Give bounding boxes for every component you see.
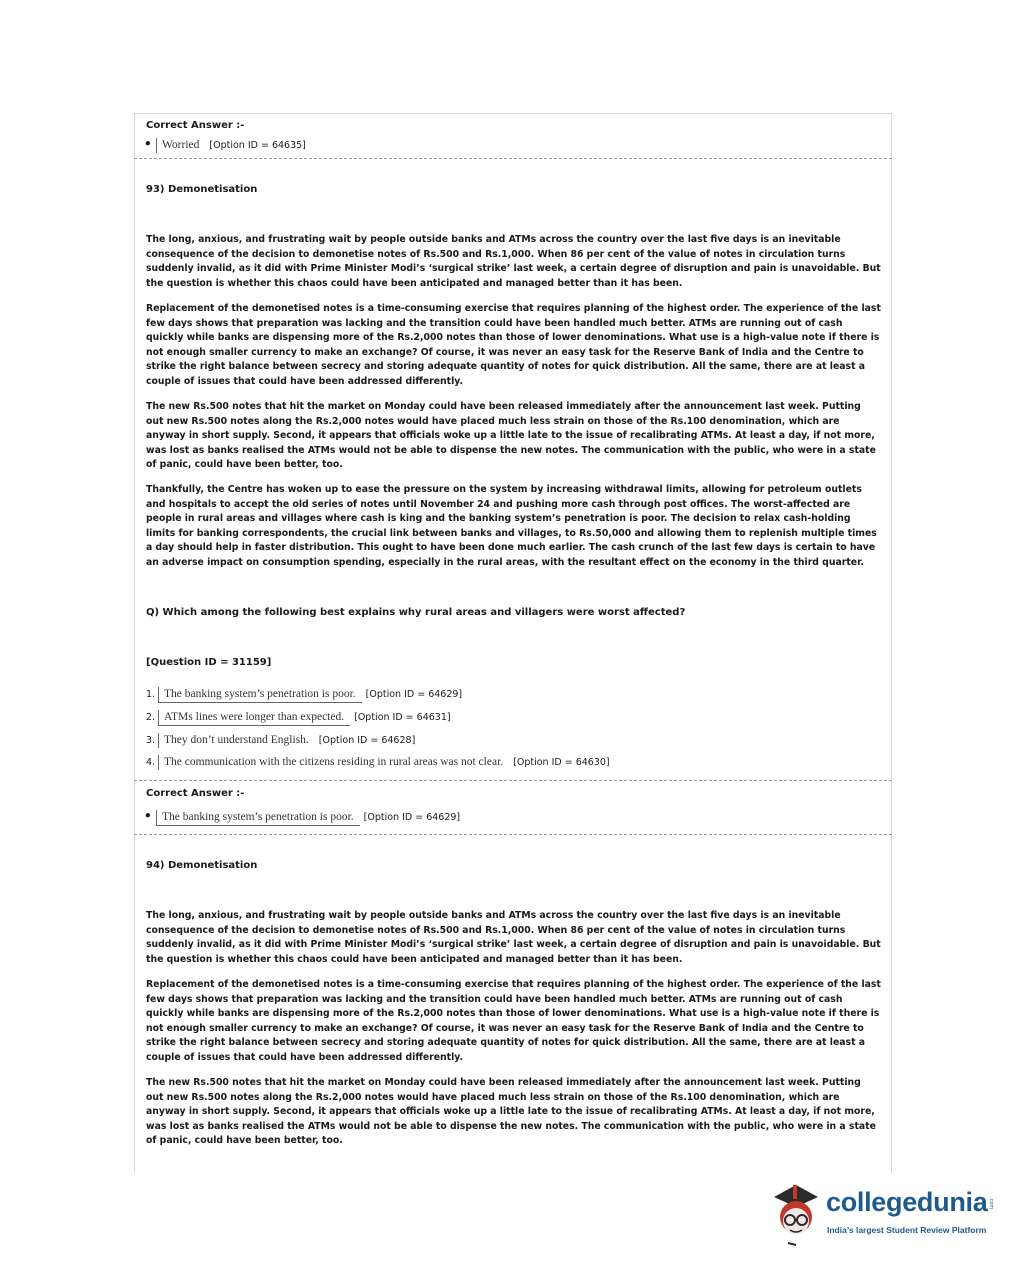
- passage-paragraph: The long, anxious, and frustrating wait by people outside banks and ATMs across the country over the last five days is an inevitable consequence of the decision to demonetise notes of Rs.500 and Rs.1,000. When 86 per cent of the value of notes in circulation turns suddenly invalid, as it did with Prime Minister Modi’s ‘surgical strike’ last week, a certain degree of disruption and pain is unavoidable. But the question is whether this chaos could have been anticipated and managed better than it has been.: [146, 910, 881, 965]
- correct-answer-row: [144, 133, 306, 153]
- bullet: •: [144, 809, 152, 823]
- option-text: ATMs lines were longer than expected.: [158, 710, 350, 726]
- option-text: They don’t understand English.: [158, 733, 315, 748]
- option-id: [Option ID = 64629]: [363, 812, 461, 823]
- option-id: [Option ID = 64630]: [513, 757, 610, 768]
- correct-answer-row: [144, 805, 460, 826]
- option-row: [146, 682, 462, 703]
- divider: [134, 834, 892, 835]
- answer-text: Worried: [156, 138, 205, 153]
- option-text: The banking system’s penetration is poor.: [158, 687, 362, 703]
- answer-text: The banking system’s penetration is poor.: [156, 810, 360, 826]
- question-id: [Question ID = 31159]: [146, 657, 272, 668]
- brand-suffix: .com: [988, 1197, 994, 1210]
- passage-paragraph: Replacement of the demonetised notes is a time-consuming exercise that requires planning of the highest order. The experience of the last few days shows that preparation was lacking and the transition could have been handled much better. ATMs are running out of cash quickly while banks are dispensing more of the Rs.2,000 notes than those of lower denominations. What use is a high-value note if there is not enough smaller currency to make an exchange? Of course, it was never an easy task for the Reserve Bank of India and the Centre to strike the right balance between secrecy and storing adequate quantity of notes for quick distribution. All the same, there are at least a couple of issues that could have been addressed differently.: [146, 303, 881, 387]
- divider: [134, 158, 892, 159]
- option-text: The communication with the citizens residing in rural areas was not clear.: [158, 755, 509, 770]
- option-row: [146, 705, 451, 726]
- option-number: 3.: [146, 735, 156, 746]
- passage-paragraph: The long, anxious, and frustrating wait by people outside banks and ATMs across the country over the last five days is an inevitable consequence of the decision to demonetise notes of Rs.500 and Rs.1,000. When 86 per cent of the value of notes in circulation turns suddenly invalid, as it did with Prime Minister Modi’s ‘surgical strike’ last week, a certain degree of disruption and pain is unavoidable. But the question is whether this chaos could have been anticipated and managed better than it has been.: [146, 234, 881, 289]
- option-id: [Option ID = 64628]: [318, 735, 416, 746]
- option-row: [146, 728, 415, 748]
- option-number: 4.: [146, 757, 156, 768]
- question-heading: 94) Demonetisation: [146, 860, 258, 871]
- passage-paragraph: Replacement of the demonetised notes is a time-consuming exercise that requires planning of the highest order. The experience of the last few days shows that preparation was lacking and the transition could have been handled much better. ATMs are running out of cash quickly while banks are dispensing more of the Rs.2,000 notes than those of lower denominations. What use is a high-value note if there is not enough smaller currency to make an exchange? Of course, it was never an easy task for the Reserve Bank of India and the Centre to strike the right balance between secrecy and storing adequate quantity of notes for quick distribution. All the same, there are at least a couple of issues that could have been addressed differently.: [146, 979, 881, 1063]
- question-text: Q) Which among the following best explains why rural areas and villagers were worst affected?: [146, 607, 686, 618]
- divider: [134, 780, 892, 781]
- correct-answer-label: Correct Answer :-: [146, 788, 245, 799]
- option-number: 1.: [146, 689, 156, 700]
- question-heading: 93) Demonetisation: [146, 184, 258, 195]
- bullet: •: [144, 137, 152, 151]
- passage-paragraph: The new Rs.500 notes that hit the market on Monday could have been released immediately after the announcement last week. Putting out new Rs.500 notes along the Rs.2,000 notes would have placed much less strain on those of the Rs.100 denomination, which are anyway in short supply. Second, it appears that officials woke up a little late to the issue of recalibrating ATMs. At least a day, if not more, was lost as banks realised the ATMs would not be able to dispense the new notes. The communication with the public, who were in a state of panic, could have been better, too.: [146, 401, 876, 471]
- brand-tagline: India’s largest Student Review Platform: [827, 1225, 987, 1235]
- mascot-icon: [766, 1183, 824, 1249]
- option-id: [Option ID = 64629]: [365, 689, 463, 700]
- option-number: 2.: [146, 712, 156, 723]
- collegedunia-logo: [766, 1183, 996, 1253]
- passage-paragraph: Thankfully, the Centre has woken up to ease the pressure on the system by increasing withdrawal limits, allowing for petroleum outlets and hospitals to accept the old series of notes until November 24 and pushing more cash through post offices. The worst-affected are people in rural areas and villages where cash is king and the banking system’s penetration is poor. The decision to relax cash-holding limits for banking correspondents, the crucial link between banks and villages, to Rs.50,000 and allowing them to replenish multiple times a day should help in faster distribution. This ought to have been done much earlier. The cash crunch of the last few days is certain to have an adverse impact on consumption spending, especially in the rural areas, with the resultant effect on the economy in the third quarter.: [146, 484, 877, 568]
- option-row: [146, 750, 610, 770]
- correct-answer-label: Correct Answer :-: [146, 120, 245, 131]
- passage-paragraph: The new Rs.500 notes that hit the market on Monday could have been released immediately after the announcement last week. Putting out new Rs.500 notes along the Rs.2,000 notes would have placed much less strain on those of the Rs.100 denomination, which are anyway in short supply. Second, it appears that officials woke up a little late to the issue of recalibrating ATMs. At least a day, if not more, was lost as banks realised the ATMs would not be able to dispense the new notes. The communication with the public, who were in a state of panic, could have been better, too.: [146, 1077, 876, 1147]
- brand-name: collegedunia: [826, 1187, 988, 1217]
- option-id: [Option ID = 64631]: [354, 712, 451, 723]
- option-id: [Option ID = 64635]: [209, 140, 306, 151]
